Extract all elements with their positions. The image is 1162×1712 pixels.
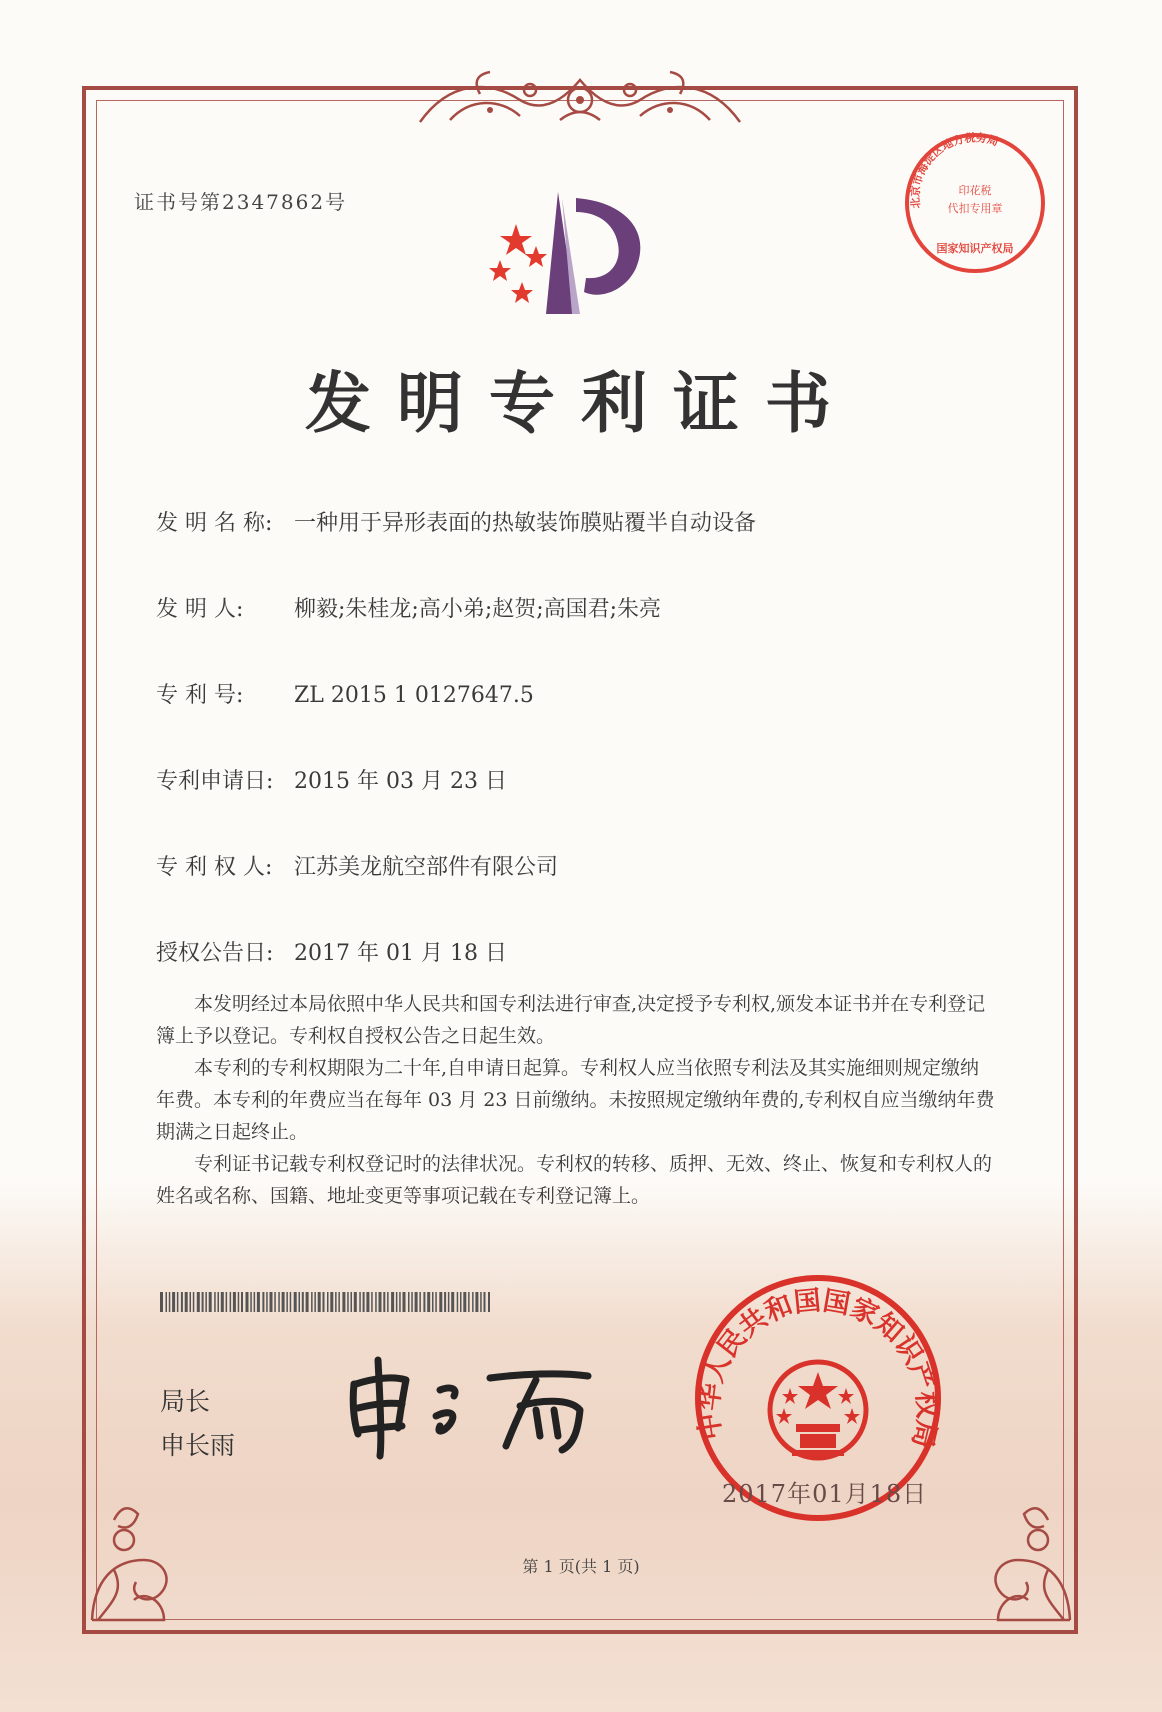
barcode-bar [314,1292,316,1312]
barcode-bar [480,1292,482,1312]
field-value: ZL 2015 1 0127647.5 [294,683,534,708]
barcode-bar [379,1292,382,1312]
barcode-bar [448,1292,450,1312]
barcode-bar [230,1292,232,1312]
field-label: 专利申请日: [156,769,274,794]
top-ornament [410,60,750,140]
barcode-bar [270,1292,273,1312]
barcode-bar [488,1292,490,1312]
barcode-bar [311,1292,313,1312]
field-inventors [156,592,661,623]
field-label: 发 明 名 称: [156,511,273,536]
barcode-bar [391,1292,394,1312]
svg-text:中华人民共和国国家知识产权局: 中华人民共和国国家知识产权局 [693,1285,943,1451]
barcode-bar [246,1292,249,1312]
barcode-bar [299,1292,301,1312]
tax-stamp-seal [900,128,1050,278]
body-paragraph: 本发明经过本局依照中华人民共和国专利法进行审查,决定授予专利权,颁发本证书并在专利登记簿上予以登记。专利权自授权公告之日起生效。 [156,993,986,1047]
barcode-bar [351,1292,353,1312]
field-invention-name [156,506,756,537]
barcode-bar [233,1292,236,1312]
barcode-bar [205,1292,207,1312]
barcode-bar [202,1292,204,1312]
barcode-bar [335,1292,337,1312]
barcode-bar [257,1292,260,1312]
barcode-bar [354,1292,357,1312]
barcode-bar [432,1292,434,1312]
field-value: 2017 年 01 月 18 日 [294,941,507,966]
barcode-bar [250,1292,252,1312]
barcode-bar [282,1292,285,1312]
barcode-bar [262,1292,264,1312]
barcode-bar [399,1292,401,1312]
barcode-bar [166,1292,168,1312]
barcode [160,1292,490,1312]
barcode-bar [366,1292,369,1312]
body-paragraph: 本专利的专利权期限为二十年,自申请日起算。专利权人应当依照专利法及其实施细则规定缴纳年费。本专利的年费应当在每年 03 月 23 日前缴纳。未按照规定缴纳年费的,专利权自应当缴纳年费期满之日起终止。 [156,1057,995,1143]
barcode-bar [403,1292,406,1312]
certificate-title: 发明专利证书 [305,364,857,442]
barcode-bar [181,1292,183,1312]
corner-ornament-right [978,1470,1078,1630]
field-value: 2015 年 03 月 23 日 [294,769,507,794]
barcode-bar [383,1292,385,1312]
barcode-bar [484,1292,486,1312]
barcode-bar [185,1292,188,1312]
barcode-bar [371,1292,373,1312]
barcode-bar [193,1292,195,1312]
barcode-bar [290,1292,292,1312]
barcode-bar [172,1292,175,1312]
field-value: 柳毅;朱桂龙;高小弟;赵贺;高国君;朱亮 [294,597,662,622]
patent-office-logo [476,182,666,332]
field-application-date [156,764,507,795]
signer-role: 局长 [160,1387,211,1416]
certificate-body [156,988,996,1212]
barcode-bar [266,1292,268,1312]
svg-text:代扣专用章: 代扣专用章 [947,202,1003,215]
barcode-bar [423,1292,425,1312]
barcode-bar [327,1292,329,1312]
body-paragraph: 专利证书记载专利权登记时的法律状况。专利权的转移、质押、无效、终止、恢复和专利权人的姓名或名称、国籍、地址变更等事项记载在专利登记簿上。 [156,1153,993,1207]
barcode-bar [468,1292,470,1312]
barcode-bar [254,1292,256,1312]
barcode-bar [177,1292,179,1312]
barcode-bar [472,1292,474,1312]
barcode-bar [444,1292,446,1312]
barcode-bar [419,1292,421,1312]
seal-date: 2017年01月18日 [722,1480,928,1508]
barcode-bar [363,1292,365,1312]
barcode-bar [323,1292,325,1312]
barcode-bar [197,1292,200,1312]
barcode-bar [359,1292,361,1312]
field-label: 发 明 人: [156,597,244,622]
barcode-bar [457,1292,459,1312]
certificate-number: 证书号第2347862号 [134,190,348,214]
signer-name: 申长雨 [160,1431,236,1460]
svg-text:国家知识产权局: 国家知识产权局 [936,242,1014,255]
field-label: 专 利 权 人: [156,855,273,880]
barcode-bar [375,1292,377,1312]
barcode-bar [342,1292,345,1312]
barcode-bar [294,1292,297,1312]
barcode-bar [318,1292,321,1312]
barcode-bar [306,1292,309,1312]
corner-ornament-left [84,1470,184,1630]
barcode-bar [411,1292,413,1312]
barcode-bar [347,1292,349,1312]
barcode-bar [427,1292,430,1312]
barcode-bar [408,1292,410,1312]
barcode-bar [169,1292,171,1312]
barcode-bar [435,1292,437,1312]
page-indicator: 第 1 页(共 1 页) [522,1557,640,1576]
barcode-bar [286,1292,288,1312]
field-value: 一种用于异形表面的热敏装饰膜贴覆半自动设备 [294,511,757,536]
barcode-bar [330,1292,333,1312]
svg-text:北京市海淀区地方税务局: 北京市海淀区地方税务局 [908,131,1001,210]
barcode-bar [451,1292,454,1312]
barcode-bar [463,1292,466,1312]
barcode-bar [475,1292,478,1312]
barcode-bar [160,1292,163,1312]
barcode-bar [214,1292,216,1312]
barcode-bar [302,1292,304,1312]
svg-text:印花税: 印花税 [958,184,992,197]
barcode-bar [338,1292,340,1312]
barcode-bar [439,1292,442,1312]
barcode-bar [209,1292,212,1312]
barcode-bar [278,1292,280,1312]
field-grant-date [156,936,507,967]
barcode-bar [415,1292,418,1312]
barcode-bar [221,1292,224,1312]
barcode-bar [238,1292,240,1312]
barcode-bar [218,1292,220,1312]
barcode-bar [241,1292,243,1312]
field-value: 江苏美龙航空部件有限公司 [294,855,559,880]
handwritten-signature [340,1350,600,1460]
field-patentee [156,850,558,881]
barcode-bar [226,1292,228,1312]
barcode-bar [274,1292,276,1312]
field-label: 授权公告日: [156,941,274,966]
barcode-bar [460,1292,462,1312]
barcode-bar [190,1292,192,1312]
field-patent-number [156,678,534,709]
field-label: 专 利 号: [156,683,244,708]
barcode-bar [387,1292,389,1312]
barcode-bar [396,1292,398,1312]
